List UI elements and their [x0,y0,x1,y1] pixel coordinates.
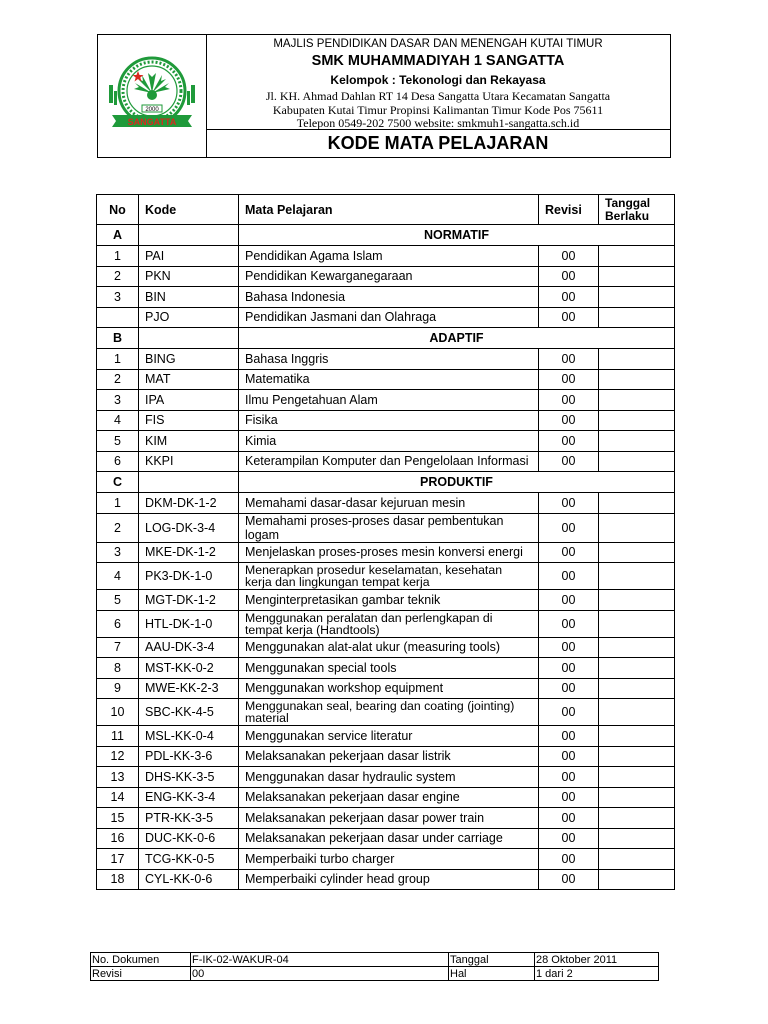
cell-revisi: 00 [539,246,599,267]
table-row [97,808,675,829]
cell-mata-pelajaran [239,542,539,563]
logo-cell [98,35,207,157]
footer-doc-label: No. Dokumen [91,953,191,967]
cell-tanggal-berlaku [599,369,675,390]
table-row [97,349,675,370]
cell-no: 7 [97,637,139,658]
svg-text:SANGATTA: SANGATTA [127,117,177,127]
cell-mata-pelajaran [239,369,539,390]
table-row [97,610,675,637]
cell-mata-pelajaran [239,287,539,308]
cell-mata-pelajaran [239,431,539,452]
cell-kode: BIN [139,287,239,308]
table-row [97,699,675,726]
cell-kode: DKM-DK-1-2 [139,493,239,514]
cell-tanggal-berlaku [599,307,675,328]
cell-tanggal-berlaku [599,390,675,411]
table-row [97,542,675,563]
table-row [97,307,675,328]
cell-no: 16 [97,828,139,849]
cell-revisi: 00 [539,369,599,390]
section-title: ADAPTIF [239,328,675,349]
cell-revisi: 00 [539,431,599,452]
cell-no: 18 [97,869,139,890]
cell-no: 1 [97,493,139,514]
table-row [97,678,675,699]
section-spacer [139,225,239,246]
cell-no: 17 [97,849,139,870]
footer-date-value: 28 Oktober 2011 [535,953,659,967]
table-row [97,390,675,411]
cell-no: 5 [97,590,139,611]
cell-revisi: 00 [539,808,599,829]
cell-mata-pelajaran [239,869,539,890]
cell-tanggal-berlaku [599,610,675,637]
cell-mata-pelajaran-text: Melaksanakan pekerjaan dasar listrik [245,749,451,764]
cell-revisi: 00 [539,828,599,849]
header-revisi: Revisi [539,195,599,225]
cell-tanggal-berlaku [599,349,675,370]
cell-mata-pelajaran-text: Menggunakan seal, bearing dan coating (jointing) material [245,699,515,725]
cell-kode: PTR-KK-3-5 [139,808,239,829]
table-row [97,726,675,747]
footer-rev-label: Revisi [91,967,191,981]
cell-mata-pelajaran [239,658,539,679]
cell-tanggal-berlaku [599,767,675,788]
contact-line: Telepon 0549-202 7500 website: smkmuh1-sangatta.sch.id [296,116,580,130]
cell-mata-pelajaran [239,637,539,658]
cell-kode: ENG-KK-3-4 [139,787,239,808]
footer-date-label: Tanggal [449,953,535,967]
cell-kode: MGT-DK-1-2 [139,590,239,611]
address-line-1: Jl. KH. Ahmad Dahlan RT 14 Desa Sangatta Utara Kecamatan Sangatta [265,89,611,103]
section-title: PRODUKTIF [239,472,675,493]
cell-tanggal-berlaku [599,431,675,452]
table-row [97,746,675,767]
cell-tanggal-berlaku [599,266,675,287]
cell-mata-pelajaran [239,563,539,590]
cell-no: 4 [97,563,139,590]
address-line-2: Kabupaten Kutai Timur Propinsi Kalimantan Timur Kode Pos 75611 [272,103,604,117]
cell-tanggal-berlaku [599,287,675,308]
cell-tanggal-berlaku [599,513,675,542]
footer-page-value: 1 dari 2 [535,967,659,981]
cell-mata-pelajaran [239,849,539,870]
header-no: No [97,195,139,225]
cell-kode: MWE-KK-2-3 [139,678,239,699]
document-title: KODE MATA PELAJARAN [327,133,549,153]
cell-mata-pelajaran [239,787,539,808]
cell-revisi: 00 [539,767,599,788]
cell-tanggal-berlaku [599,726,675,747]
section-letter: B [97,328,139,349]
cell-mata-pelajaran-text: Bahasa Inggris [245,351,329,366]
cell-mata-pelajaran [239,307,539,328]
cell-mata-pelajaran-text: Pendidikan Jasmani dan Olahraga [245,310,437,325]
footer-row [91,953,659,967]
table-row [97,287,675,308]
cell-mata-pelajaran-text: Melaksanakan pekerjaan dasar engine [245,790,460,805]
table-row [97,590,675,611]
cell-revisi: 00 [539,678,599,699]
cell-tanggal-berlaku [599,246,675,267]
document-footer [90,952,659,981]
footer-rev-value: 00 [191,967,449,981]
cell-mata-pelajaran [239,767,539,788]
cell-tanggal-berlaku [599,808,675,829]
cell-mata-pelajaran [239,390,539,411]
table-row [97,451,675,472]
cell-kode: TCG-KK-0-5 [139,849,239,870]
cell-tanggal-berlaku [599,590,675,611]
table-row [97,493,675,514]
cell-revisi: 00 [539,787,599,808]
cell-mata-pelajaran [239,410,539,431]
cell-mata-pelajaran-text: Keterampilan Komputer dan Pengelolaan Informasi [245,454,529,469]
cell-kode: MAT [139,369,239,390]
cell-mata-pelajaran-text: Menerapkan prosedur keselamatan, kesehatan kerja dan lingkungan tempat kerja [245,563,503,589]
cell-revisi: 00 [539,287,599,308]
table-header-row [97,195,675,225]
cell-mata-pelajaran [239,610,539,637]
section-row [97,472,675,493]
section-letter: C [97,472,139,493]
cell-tanggal-berlaku [599,828,675,849]
cell-mata-pelajaran-text: Memperbaiki turbo charger [245,851,395,866]
school-name: SMK MUHAMMADIYAH 1 SANGATTA [311,53,565,69]
table-row [97,431,675,452]
cell-kode: MSL-KK-0-4 [139,726,239,747]
cell-tanggal-berlaku [599,849,675,870]
cell-mata-pelajaran-text: Kimia [245,433,277,448]
cell-revisi: 00 [539,849,599,870]
cell-kode: DHS-KK-3-5 [139,767,239,788]
cell-no [97,307,139,328]
table-row [97,849,675,870]
table-row [97,513,675,542]
school-emblem-icon [104,55,200,137]
cell-mata-pelajaran [239,699,539,726]
cell-no: 14 [97,787,139,808]
cell-tanggal-berlaku [599,869,675,890]
cell-mata-pelajaran [239,746,539,767]
cell-mata-pelajaran-text: Menggunakan dasar hydraulic system [245,769,456,784]
cell-tanggal-berlaku [599,451,675,472]
cell-kode: MKE-DK-1-2 [139,542,239,563]
cell-mata-pelajaran [239,808,539,829]
table-row [97,266,675,287]
cell-revisi: 00 [539,307,599,328]
cell-no: 2 [97,266,139,287]
cell-revisi: 00 [539,610,599,637]
section-row [97,328,675,349]
cell-mata-pelajaran [239,513,539,542]
cell-revisi: 00 [539,266,599,287]
cell-mata-pelajaran-text: Ilmu Pengetahuan Alam [245,392,378,407]
svg-text:2000: 2000 [145,107,159,113]
cell-no: 6 [97,610,139,637]
cell-kode: AAU-DK-3-4 [139,637,239,658]
cell-no: 3 [97,287,139,308]
cell-tanggal-berlaku [599,787,675,808]
cell-kode: DUC-KK-0-6 [139,828,239,849]
cell-mata-pelajaran-text: Fisika [245,413,278,428]
institution-name: MAJLIS PENDIDIKAN DASAR DAN MENENGAH KUTAI TIMUR [273,38,603,50]
cell-mata-pelajaran-text: Pendidikan Kewarganegaraan [245,269,413,284]
cell-revisi: 00 [539,349,599,370]
cell-mata-pelajaran-text: Matematika [245,372,310,387]
table-row [97,658,675,679]
footer-page-label: Hal [449,967,535,981]
cell-mata-pelajaran-text: Pendidikan Agama Islam [245,248,383,263]
cell-kode: PAI [139,246,239,267]
cell-no: 10 [97,699,139,726]
table-row [97,787,675,808]
cell-mata-pelajaran-text: Menggunakan workshop equipment [245,681,444,696]
cell-tanggal-berlaku [599,410,675,431]
cell-mata-pelajaran [239,451,539,472]
cell-revisi: 00 [539,493,599,514]
cell-mata-pelajaran-text: Melaksanakan pekerjaan dasar under carriage [245,831,503,846]
cell-no: 12 [97,746,139,767]
cell-tanggal-berlaku [599,542,675,563]
section-spacer [139,472,239,493]
cell-mata-pelajaran-text: Menggunakan special tools [245,660,397,675]
footer-doc-value: F-IK-02-WAKUR-04 [191,953,449,967]
cell-tanggal-berlaku [599,658,675,679]
footer-row [91,967,659,981]
cell-tanggal-berlaku [599,493,675,514]
cell-no: 15 [97,808,139,829]
cell-mata-pelajaran-text: Menggunakan alat-alat ukur (measuring tools) [245,640,500,655]
cell-no: 13 [97,767,139,788]
table-row [97,410,675,431]
table-row [97,369,675,390]
cell-revisi: 00 [539,410,599,431]
cell-tanggal-berlaku [599,563,675,590]
cell-no: 1 [97,246,139,267]
cell-kode: PJO [139,307,239,328]
cell-mata-pelajaran-text: Bahasa Indonesia [245,289,346,304]
cell-mata-pelajaran [239,678,539,699]
cell-revisi: 00 [539,542,599,563]
cell-revisi: 00 [539,746,599,767]
cell-mata-pelajaran-text: Menggunakan peralatan dan perlengkapan di tempat kerja (Handtools) [245,610,493,637]
table-row [97,869,675,890]
cell-no: 4 [97,410,139,431]
header-tanggal-berlaku: Tanggal Berlaku [599,195,675,225]
cell-no: 6 [97,451,139,472]
cell-tanggal-berlaku [599,637,675,658]
cell-revisi: 00 [539,869,599,890]
subject-code-table [96,194,675,890]
cell-kode: PK3-DK-1-0 [139,563,239,590]
cell-mata-pelajaran [239,493,539,514]
cell-revisi: 00 [539,726,599,747]
cell-mata-pelajaran [239,349,539,370]
cell-kode: LOG-DK-3-4 [139,513,239,542]
cell-revisi: 00 [539,390,599,411]
cell-kode: PDL-KK-3-6 [139,746,239,767]
cell-kode: FIS [139,410,239,431]
cell-kode: SBC-KK-4-5 [139,699,239,726]
cell-mata-pelajaran [239,590,539,611]
header-kode: Kode [139,195,239,225]
cell-no: 3 [97,542,139,563]
cell-mata-pelajaran-text: Memperbaiki cylinder head group [245,872,430,887]
cell-mata-pelajaran-text: Memahami dasar-dasar kejuruan mesin [245,495,466,510]
cell-no: 2 [97,369,139,390]
cell-tanggal-berlaku [599,746,675,767]
section-spacer [139,328,239,349]
cell-mata-pelajaran-text: Menjelaskan proses-proses mesin konversi energi [245,545,523,560]
cell-revisi: 00 [539,590,599,611]
table-row [97,828,675,849]
letterhead-text-block [206,35,670,130]
school-group: Kelompok : Tekonologi dan Rekayasa [330,73,546,87]
cell-tanggal-berlaku [599,678,675,699]
letterhead [97,34,671,158]
table-row [97,637,675,658]
table-row [97,767,675,788]
cell-no: 1 [97,349,139,370]
cell-kode: KKPI [139,451,239,472]
header-mata-pelajaran: Mata Pelajaran [239,195,539,225]
cell-revisi: 00 [539,513,599,542]
cell-kode: HTL-DK-1-0 [139,610,239,637]
cell-revisi: 00 [539,563,599,590]
cell-mata-pelajaran-text: Memahami proses-proses dasar pembentukan logam [245,513,504,542]
section-title: NORMATIF [239,225,675,246]
cell-no: 9 [97,678,139,699]
table-row [97,246,675,267]
cell-revisi: 00 [539,451,599,472]
cell-kode: CYL-KK-0-6 [139,869,239,890]
cell-no: 8 [97,658,139,679]
cell-no: 2 [97,513,139,542]
cell-kode: IPA [139,390,239,411]
cell-mata-pelajaran [239,726,539,747]
cell-mata-pelajaran-text: Melaksanakan pekerjaan dasar power train [245,810,485,825]
cell-mata-pelajaran-text: Menginterpretasikan gambar teknik [245,592,441,607]
cell-mata-pelajaran-text: Menggunakan service literatur [245,728,413,743]
cell-kode: PKN [139,266,239,287]
section-row [97,225,675,246]
cell-no: 3 [97,390,139,411]
cell-revisi: 00 [539,699,599,726]
cell-no: 11 [97,726,139,747]
cell-kode: BING [139,349,239,370]
section-letter: A [97,225,139,246]
cell-no: 5 [97,431,139,452]
cell-tanggal-berlaku [599,699,675,726]
cell-mata-pelajaran [239,266,539,287]
subject-table-body [97,225,675,890]
cell-mata-pelajaran [239,246,539,267]
cell-revisi: 00 [539,637,599,658]
cell-revisi: 00 [539,658,599,679]
cell-mata-pelajaran [239,828,539,849]
cell-kode: KIM [139,431,239,452]
table-row [97,563,675,590]
cell-kode: MST-KK-0-2 [139,658,239,679]
